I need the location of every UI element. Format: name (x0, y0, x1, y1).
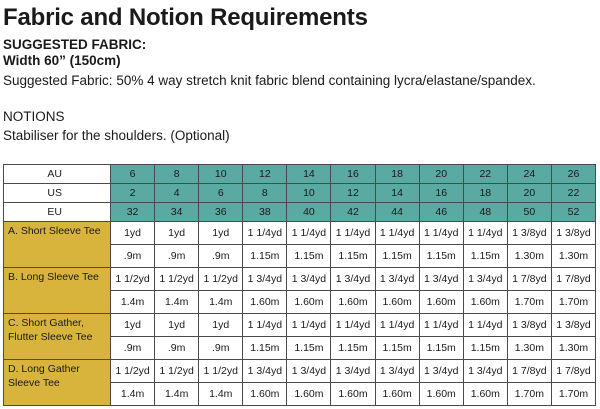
meterage-cell: 1.15m (287, 337, 331, 360)
meterage-cell: .9m (111, 337, 155, 360)
size-value: 34 (155, 203, 199, 222)
meterage-cell: .9m (199, 337, 243, 360)
style-yardage-row (4, 268, 596, 291)
size-value: 14 (287, 165, 331, 184)
meterage-cell: 1.15m (419, 245, 463, 268)
size-system-label: US (4, 184, 111, 203)
meterage-cell: .9m (111, 245, 155, 268)
fabric-width: Width 60” (150cm) (3, 53, 121, 68)
suggested-fabric-heading: SUGGESTED FABRIC: (3, 37, 147, 52)
size-header-row (4, 203, 596, 222)
yardage-cell: 1 3/4yd (243, 268, 287, 291)
yardage-cell: 1 1/4yd (287, 314, 331, 337)
size-value: 10 (199, 165, 243, 184)
yardage-cell: 1 1/4yd (331, 222, 375, 245)
style-yardage-row (4, 360, 596, 383)
yardage-cell: 1 1/2yd (199, 360, 243, 383)
meterage-cell: 1.70m (551, 383, 595, 406)
meterage-cell: 1.60m (375, 291, 419, 314)
yardage-cell: 1yd (155, 314, 199, 337)
meterage-cell: 1.70m (551, 291, 595, 314)
meterage-cell: 1.15m (287, 245, 331, 268)
size-value: 44 (375, 203, 419, 222)
size-value: 8 (243, 184, 287, 203)
meterage-cell: 1.30m (551, 337, 595, 360)
yardage-cell: 1 1/4yd (243, 222, 287, 245)
meterage-cell: 1.60m (243, 291, 287, 314)
yardage-cell: 1 3/8yd (551, 222, 595, 245)
notions-heading: NOTIONS (3, 109, 65, 124)
requirements-table (3, 164, 596, 406)
meterage-cell: 1.15m (463, 245, 507, 268)
size-value: 12 (331, 184, 375, 203)
size-value: 4 (155, 184, 199, 203)
meterage-cell: 1.30m (507, 245, 551, 268)
yardage-cell: 1 3/8yd (507, 314, 551, 337)
meterage-cell: 1.60m (375, 383, 419, 406)
size-value: 46 (419, 203, 463, 222)
style-name: C. Short Gather, Flutter Sleeve Tee (4, 314, 111, 360)
yardage-cell: 1 3/4yd (287, 268, 331, 291)
meterage-cell: 1.60m (243, 383, 287, 406)
size-value: 20 (419, 165, 463, 184)
yardage-cell: 1 3/4yd (375, 360, 419, 383)
size-value: 8 (155, 165, 199, 184)
meterage-cell: 1.60m (331, 383, 375, 406)
yardage-cell: 1 1/4yd (243, 314, 287, 337)
meterage-cell: 1.60m (287, 383, 331, 406)
meterage-cell: .9m (199, 245, 243, 268)
yardage-cell: 1 1/2yd (111, 268, 155, 291)
size-value: 16 (331, 165, 375, 184)
size-value: 18 (375, 165, 419, 184)
yardage-cell: 1 3/4yd (375, 268, 419, 291)
size-value: 22 (551, 184, 595, 203)
yardage-cell: 1 1/4yd (419, 314, 463, 337)
size-value: 10 (287, 184, 331, 203)
size-value: 6 (199, 184, 243, 203)
meterage-cell: 1.60m (419, 383, 463, 406)
yardage-cell: 1 3/4yd (287, 360, 331, 383)
size-header-row (4, 165, 596, 184)
yardage-cell: 1 3/8yd (507, 222, 551, 245)
size-value: 20 (507, 184, 551, 203)
meterage-cell: 1.15m (463, 337, 507, 360)
style-name: A. Short Sleeve Tee (4, 222, 111, 268)
size-value: 18 (463, 184, 507, 203)
meterage-cell: 1.4m (111, 291, 155, 314)
size-value: 42 (331, 203, 375, 222)
yardage-cell: 1 3/8yd (551, 314, 595, 337)
yardage-cell: 1 3/4yd (419, 360, 463, 383)
yardage-cell: 1 1/4yd (287, 222, 331, 245)
yardage-cell: 1yd (111, 222, 155, 245)
size-value: 48 (463, 203, 507, 222)
meterage-cell: 1.4m (155, 291, 199, 314)
style-name: D. Long Gather Sleeve Tee (4, 360, 111, 406)
size-value: 24 (507, 165, 551, 184)
yardage-cell: 1yd (199, 314, 243, 337)
size-value: 14 (375, 184, 419, 203)
yardage-cell: 1 3/4yd (463, 360, 507, 383)
yardage-cell: 1 1/4yd (419, 222, 463, 245)
meterage-cell: 1.70m (507, 291, 551, 314)
size-value: 22 (463, 165, 507, 184)
fabric-description: Suggested Fabric: 50% 4 way stretch knit fabric blend containing lycra/elastane/spandex. (3, 73, 536, 88)
meterage-cell: 1.15m (419, 337, 463, 360)
yardage-cell: 1 7/8yd (551, 360, 595, 383)
yardage-cell: 1 1/2yd (111, 360, 155, 383)
meterage-cell: 1.15m (243, 245, 287, 268)
meterage-cell: 1.4m (155, 383, 199, 406)
size-value: 40 (287, 203, 331, 222)
meterage-cell: 1.4m (111, 383, 155, 406)
size-value: 32 (111, 203, 155, 222)
meterage-cell: 1.60m (419, 291, 463, 314)
size-header-row (4, 184, 596, 203)
yardage-cell: 1 1/4yd (375, 314, 419, 337)
meterage-cell: 1.4m (199, 383, 243, 406)
meterage-cell: 1.60m (287, 291, 331, 314)
style-yardage-row (4, 222, 596, 245)
size-value: 50 (507, 203, 551, 222)
size-value: 26 (551, 165, 595, 184)
size-system-label: EU (4, 203, 111, 222)
yardage-cell: 1yd (199, 222, 243, 245)
yardage-cell: 1 1/2yd (199, 268, 243, 291)
yardage-cell: 1 7/8yd (507, 360, 551, 383)
meterage-cell: 1.70m (507, 383, 551, 406)
yardage-cell: 1yd (111, 314, 155, 337)
size-system-label: AU (4, 165, 111, 184)
yardage-cell: 1 3/4yd (331, 268, 375, 291)
style-yardage-row (4, 314, 596, 337)
yardage-cell: 1 7/8yd (507, 268, 551, 291)
yardage-cell: 1 3/4yd (419, 268, 463, 291)
style-name: B. Long Sleeve Tee (4, 268, 111, 314)
page-title: Fabric and Notion Requirements (3, 4, 368, 31)
yardage-cell: 1 1/4yd (331, 314, 375, 337)
meterage-cell: .9m (155, 337, 199, 360)
meterage-cell: 1.4m (199, 291, 243, 314)
yardage-cell: 1 1/4yd (463, 314, 507, 337)
yardage-cell: 1 3/4yd (463, 268, 507, 291)
yardage-cell: 1 1/2yd (155, 268, 199, 291)
meterage-cell: 1.60m (463, 383, 507, 406)
size-value: 36 (199, 203, 243, 222)
meterage-cell: 1.60m (331, 291, 375, 314)
size-value: 12 (243, 165, 287, 184)
size-value: 2 (111, 184, 155, 203)
meterage-cell: .9m (155, 245, 199, 268)
yardage-cell: 1 1/2yd (155, 360, 199, 383)
meterage-cell: 1.30m (551, 245, 595, 268)
yardage-cell: 1yd (155, 222, 199, 245)
notions-text: Stabiliser for the shoulders. (Optional) (3, 128, 230, 143)
size-value: 16 (419, 184, 463, 203)
yardage-cell: 1 1/4yd (375, 222, 419, 245)
yardage-cell: 1 7/8yd (551, 268, 595, 291)
meterage-cell: 1.15m (331, 337, 375, 360)
size-value: 6 (111, 165, 155, 184)
meterage-cell: 1.30m (507, 337, 551, 360)
yardage-cell: 1 3/4yd (243, 360, 287, 383)
meterage-cell: 1.15m (375, 245, 419, 268)
meterage-cell: 1.60m (463, 291, 507, 314)
meterage-cell: 1.15m (331, 245, 375, 268)
yardage-cell: 1 3/4yd (331, 360, 375, 383)
size-value: 52 (551, 203, 595, 222)
size-value: 38 (243, 203, 287, 222)
meterage-cell: 1.15m (243, 337, 287, 360)
yardage-cell: 1 1/4yd (463, 222, 507, 245)
meterage-cell: 1.15m (375, 337, 419, 360)
